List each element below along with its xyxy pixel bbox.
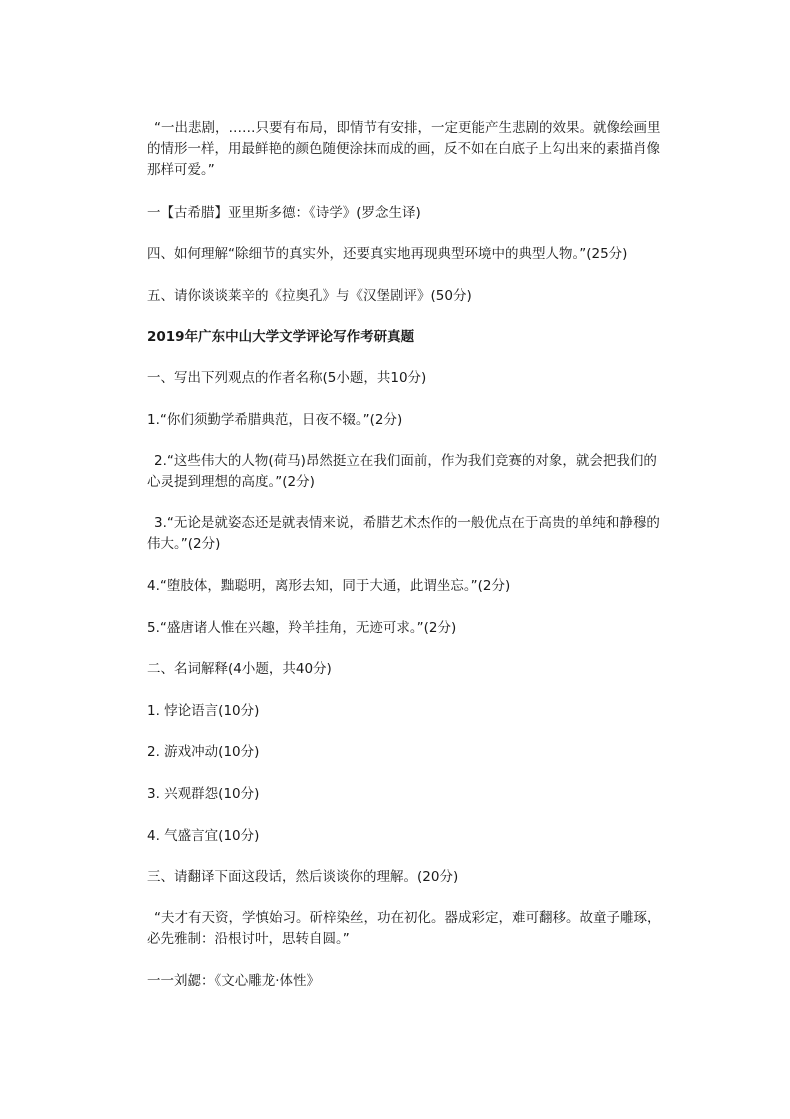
quote-source-aristotle: 一【古希腊】亚里斯多德：《诗学》(罗念生译) bbox=[147, 205, 421, 221]
section-one-item: 1.“你们须勤学希腊典范，日夜不辍。”(2分) bbox=[147, 412, 403, 428]
quote-paragraph-poetics: “一出悲剧，……只要有布局，即情节有安排，一定更能产生悲剧的效果。就像绘画里的情形一样，用最鲜艳的颜色随便涂抹而成的画，反不如在白底子上勾出来的素描肖像那样可爱。” bbox=[147, 120, 661, 178]
section-two-item: 1. 悖论语言(10分) bbox=[147, 703, 260, 719]
question-five: 五、请你谈谈莱辛的《拉奥孔》与《汉堡剧评》(50分) bbox=[147, 288, 472, 304]
section-one-item: 4.“堕肢体，黜聪明，离形去知，同于大通，此谓坐忘。”(2分) bbox=[147, 578, 511, 594]
section-two-heading: 二、名词解释(4小题，共40分) bbox=[147, 661, 332, 677]
section-one-heading: 一、写出下列观点的作者名称(5小题，共10分) bbox=[147, 370, 427, 386]
section-one-item: 3.“无论是就姿态还是就表情来说，希腊艺术杰作的一般优点在于高贵的单纯和静穆的伟大。”(2分) bbox=[147, 515, 660, 552]
section-two-item: 2. 游戏冲动(10分) bbox=[147, 744, 260, 760]
section-two-item: 4. 气盛言宜(10分) bbox=[147, 828, 260, 844]
exam-title-2019: 2019年广东中山大学文学评论写作考研真题 bbox=[147, 329, 415, 345]
question-four: 四、如何理解“除细节的真实外，还要真实地再现典型环境中的典型人物。”(25分) bbox=[147, 246, 628, 262]
section-one-item: 2.“这些伟大的人物(荷马)昂然挺立在我们面前，作为我们竞赛的对象，就会把我们的心灵提到理想的高度。”(2分) bbox=[147, 453, 657, 490]
section-three-source: 一一刘勰：《文心雕龙·体性》 bbox=[147, 973, 321, 989]
section-three-heading: 三、请翻译下面这段话，然后谈谈你的理解。(20分) bbox=[147, 869, 459, 885]
section-two-item: 3. 兴观群怨(10分) bbox=[147, 786, 260, 802]
section-three-quote: “夫才有天资，学慎始习。斫梓染丝，功在初化。器成彩定，难可翻移。故童子雕琢，必先雅制：沿根讨叶，思转自圆。” bbox=[147, 910, 661, 947]
section-one-item: 5.“盛唐诸人惟在兴趣，羚羊挂角，无迹可求。”(2分) bbox=[147, 620, 457, 636]
